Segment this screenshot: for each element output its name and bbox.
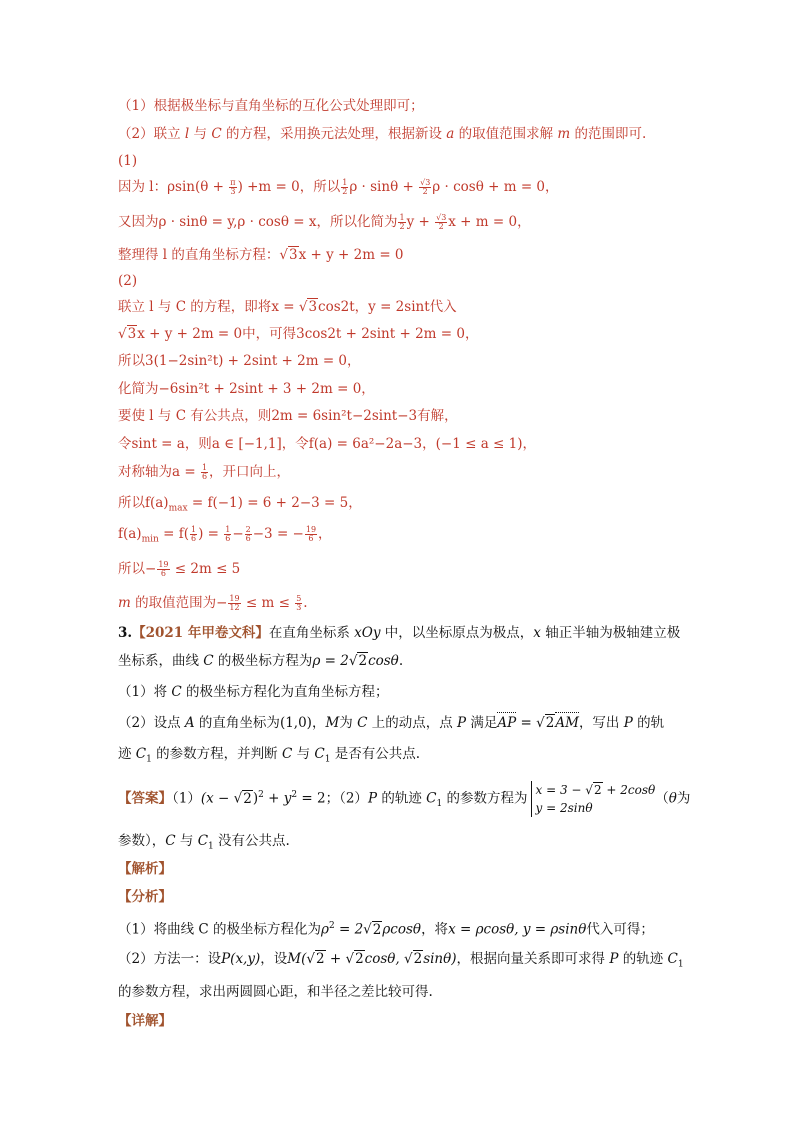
text: 与: [175, 833, 198, 849]
text: .: [303, 595, 308, 611]
text: 3(1−2sin²t) + 2sint + 2m = 0，: [145, 353, 361, 369]
numerator: 1: [201, 463, 208, 472]
fraction: [295, 595, 302, 612]
answer-line1: 【答案】$(1)(x - √2)^2 + y^2 = 2$；（2）P 的轨迹 $C_1$ 的参数方程为 x = 3 − √2 + 2cosθ y = 2sinθ （θ为: [118, 783, 691, 815]
text: 没有公共点.: [213, 833, 290, 849]
var-a: a: [446, 126, 455, 142]
text: 为: [339, 715, 358, 731]
text: 对称轴为: [118, 464, 172, 480]
text: −: [145, 561, 157, 577]
numerator: 1: [399, 213, 405, 222]
text: ，根据向量关系即可求得: [456, 951, 610, 967]
numerator: 1: [225, 525, 231, 534]
text: cos2t，y = 2sint: [318, 299, 430, 315]
numerator: 1: [190, 525, 197, 534]
text: ；（2）: [325, 790, 368, 807]
math: + 2cosθ: [602, 783, 656, 797]
solution-part2-line7: [118, 463, 290, 481]
solution-part1-line1: [118, 178, 559, 196]
subscript: max: [168, 503, 188, 514]
text: 整理得 l 的直角坐标方程：: [118, 247, 280, 263]
solution-part2-line10: [118, 560, 240, 578]
text: 的极坐标方程化为直角坐标方程；: [181, 684, 389, 700]
text: 的范围即可.: [570, 126, 647, 142]
text: 代入: [429, 299, 457, 315]
radicand: 2: [413, 951, 423, 967]
text: sint = a: [131, 436, 185, 452]
denominator: 12: [229, 603, 240, 612]
text: 的取值范围求解: [454, 126, 558, 142]
text: −3 = −: [252, 526, 304, 542]
system-row-2: y = 2sinθ: [535, 801, 593, 815]
problem-number: 3.: [118, 625, 133, 641]
text: 的方程，采用换元法处理，根据新设: [221, 126, 447, 142]
text: 的参数方程，求出两圆圆心距，和半径之差比较可得.: [118, 984, 433, 1000]
radicand: 3: [127, 326, 137, 342]
var: P: [609, 951, 619, 967]
text: 中，以坐标原点为极点，: [380, 625, 534, 641]
math: ρcosθ: [382, 921, 422, 938]
var: C: [197, 833, 209, 849]
var: M: [325, 715, 340, 731]
var: C: [135, 746, 147, 762]
radicand: 2: [243, 790, 252, 807]
text: 为: [676, 790, 691, 807]
text: −: [216, 595, 228, 611]
text: ，令: [281, 436, 309, 452]
fraction: [419, 179, 431, 196]
numerator: 5: [296, 594, 302, 603]
problem3-q2: （2）设点 A 的直角坐标为(1,0)，M为 C 上的动点，点 P 满足AP = √2AM，写出 P 的轨: [118, 715, 665, 731]
label: (2): [118, 273, 138, 289]
heading-text: 【分析】: [118, 889, 172, 905]
fraction: [224, 526, 231, 543]
text: 化简为: [118, 381, 159, 397]
math: = 2: [297, 790, 326, 807]
text: 的参数方程为: [442, 790, 528, 807]
text: 的直角坐标为: [194, 715, 280, 731]
var: θ: [668, 790, 677, 807]
math: sinθ): [423, 951, 457, 967]
problem3-q2-cont: [118, 745, 420, 769]
text: f(a): [118, 526, 142, 542]
text: .: [398, 653, 404, 669]
radicand: 2: [355, 951, 364, 967]
fraction: [341, 179, 348, 196]
xiangjie-heading: [118, 1012, 172, 1030]
text: 坐标系，曲线: [118, 653, 204, 669]
text: 与: [292, 746, 315, 762]
text: 所以: [118, 353, 145, 369]
text: a =: [172, 464, 200, 480]
subscript: min: [141, 534, 159, 545]
text: = f(−1) = 6 + 2−3 = 5，: [187, 495, 362, 511]
text: 所以: [118, 561, 145, 577]
denominator: 6: [160, 569, 166, 578]
text: −: [232, 526, 244, 542]
text: （: [655, 790, 669, 807]
text: 在直角坐标系: [268, 625, 355, 641]
numerator: 2: [245, 525, 251, 534]
solution-part2-line11: [118, 594, 308, 612]
text: ，: [311, 715, 326, 731]
solution-part2-line5: [118, 407, 458, 425]
text: ≤ m ≤: [241, 595, 295, 611]
text: =: [516, 715, 537, 731]
equation-system: [531, 781, 656, 817]
text: 有解，: [417, 408, 458, 424]
denominator: 6: [245, 534, 251, 543]
fraction: [245, 526, 252, 543]
text: 3cos2t + 2sint + 2m = 0，: [296, 326, 479, 342]
text: 令: [118, 436, 132, 452]
text: ，开口向上，: [209, 464, 291, 480]
solution-part2-line4: [118, 380, 375, 398]
radicand: 2: [372, 921, 382, 938]
fraction: [157, 561, 169, 578]
text: f(a) = 6a²−2a−3: [308, 436, 423, 452]
fenxi-line3: [118, 983, 433, 1001]
text: 的轨迹: [377, 790, 427, 807]
solution-part2-label: [118, 272, 137, 290]
radicand: 2: [593, 783, 602, 797]
answer-tag: 【答案】: [118, 790, 172, 807]
var: C: [667, 951, 678, 967]
superscript: 2: [328, 921, 335, 931]
math: M(: [287, 951, 307, 967]
subscript: 1: [677, 959, 684, 970]
var-m: m: [557, 126, 571, 142]
analysis-step-2: [118, 125, 646, 143]
denominator: 6: [308, 534, 314, 543]
var: C: [203, 653, 214, 669]
subscript: 1: [146, 754, 152, 765]
text: （2）方法一：设: [118, 951, 222, 967]
text: ρ · sinθ +: [349, 179, 419, 195]
numerator: 19: [229, 594, 240, 603]
var: C: [171, 684, 182, 700]
solution-part2-line9: [118, 525, 332, 549]
math: (x −: [200, 790, 234, 807]
solution-part1-label: [118, 152, 137, 170]
denominator: 2: [342, 187, 348, 196]
text: 迹: [118, 746, 136, 762]
math: + y: [263, 790, 292, 807]
text: ，将: [421, 921, 449, 938]
text: （1）: [172, 790, 201, 807]
system-row-1: x = 3 − √2 + 2cosθ: [535, 783, 656, 797]
var-l: l: [184, 126, 190, 142]
math: ρ: [321, 921, 329, 938]
text: 中，可得: [242, 326, 297, 342]
text: 因为 l：ρsin: [118, 179, 195, 195]
numerator: 19: [305, 525, 317, 534]
subscript: 1: [436, 799, 443, 810]
text: 所以: [118, 495, 145, 511]
text: a ∈ [−1,1]: [211, 436, 282, 452]
denominator: 6: [225, 534, 231, 543]
solution-part2-line3: [118, 352, 361, 370]
var: C: [165, 833, 176, 849]
radicand: 3: [289, 247, 298, 263]
var: x: [533, 625, 541, 641]
denominator: 6: [201, 472, 208, 481]
var-c: C: [211, 126, 222, 142]
fraction: [228, 595, 240, 612]
fenxi-heading: [118, 888, 172, 906]
text: 的轨迹: [618, 951, 668, 967]
solution-part2-line1: 联立 l 与 C 的方程，即将x = √3cos2t，y = 2sint代入: [118, 299, 457, 315]
text: ，设: [260, 951, 288, 967]
numerator: 19: [158, 560, 169, 569]
denominator: 2: [438, 222, 444, 231]
var: C: [426, 790, 437, 807]
math: cosθ: [368, 653, 399, 669]
text: 代入可得；: [586, 921, 654, 938]
math: = 2: [334, 921, 364, 938]
problem3-line2: 坐标系，曲线 C 的极坐标方程为ρ = 2√2cosθ.: [118, 653, 404, 669]
math: cosθ,: [364, 951, 404, 967]
text: ，: [318, 526, 332, 542]
superscript: 2: [291, 790, 298, 800]
text: 轴正半轴为极轴建立极: [540, 625, 681, 641]
var: C: [357, 715, 368, 731]
var: P: [623, 715, 633, 731]
text: = f(: [158, 526, 189, 542]
text: 满足: [466, 715, 498, 731]
text: f(a): [145, 495, 169, 511]
denominator: 2: [422, 187, 428, 196]
vector-ap: AP: [497, 715, 517, 731]
numerator: 1: [342, 178, 348, 187]
problem3-line1: [118, 624, 680, 642]
fraction: [435, 214, 447, 231]
radicand: 3: [308, 299, 318, 315]
text: 又因为ρ · sinθ = y,ρ · cosθ = x，所以化简为: [118, 214, 398, 230]
numerator: π: [230, 178, 236, 187]
text: x + y + 2m = 0: [298, 247, 404, 263]
text: (−1 ≤ a ≤ 1): [435, 436, 523, 452]
var: A: [184, 715, 195, 731]
superscript: 2: [258, 790, 264, 800]
math: x = 3 −: [535, 783, 586, 797]
analysis-step-1: [118, 97, 424, 115]
denominator: 6: [190, 534, 197, 543]
var: P: [457, 715, 467, 731]
var: xOy: [354, 625, 381, 641]
text: 是否有公共点.: [330, 746, 421, 762]
text: ，则: [184, 436, 212, 452]
heading-text: 【解析】: [118, 861, 172, 877]
text: x =: [271, 299, 299, 315]
radicand: 2: [545, 715, 555, 731]
text: 2m = 6sin²t−2sint−3: [271, 408, 418, 424]
var: C: [281, 746, 293, 762]
denominator: 2: [399, 222, 405, 231]
text: ρ · cosθ + m = 0，: [432, 179, 559, 195]
solution-part1-line3: 整理得 l 的直角坐标方程：√3x + y + 2m = 0: [118, 247, 404, 263]
numerator: √3: [420, 178, 431, 187]
text: （2）设点: [118, 715, 185, 731]
numerator: √3: [436, 213, 447, 222]
text: （2）联立: [118, 126, 185, 142]
text: x + y + 2m = 0: [137, 326, 243, 342]
text: (θ +: [195, 179, 229, 195]
radicand: 2: [315, 951, 325, 967]
problem3-q1: [118, 683, 389, 701]
text: （1）将曲线 C 的极坐标方程化为: [118, 921, 322, 938]
text: y +: [406, 214, 435, 230]
math: ρ = 2: [312, 653, 349, 669]
text: 联立 l 与 C 的方程，即将: [118, 299, 272, 315]
text: −6sin²t + 2sint + 3 + 2m = 0，: [158, 381, 375, 397]
jiexi-heading: [118, 860, 172, 878]
math: x = ρcosθ, y = ρsinθ: [448, 921, 587, 938]
fraction: [229, 179, 236, 196]
step-text: （1）根据极坐标与直角坐标的互化公式处理即可；: [118, 98, 424, 114]
math: (1,0): [279, 715, 312, 731]
var-m: m: [118, 595, 131, 611]
fraction: [201, 464, 208, 481]
heading-text: 【详解】: [118, 1013, 172, 1029]
text: ≤ 2m ≤ 5: [170, 561, 241, 577]
var: P: [367, 790, 378, 807]
fraction: [398, 214, 405, 231]
label: (1): [118, 153, 138, 169]
problem-source: 【2021 年甲卷文科】: [132, 625, 269, 641]
math: P(x,y): [221, 951, 261, 967]
math: ): [252, 790, 259, 807]
solution-part2-line2: √3x + y + 2m = 0中，可得3cos2t + 2sint + 2m = 0，: [118, 326, 479, 342]
var: C: [314, 746, 325, 762]
text: （1）将: [118, 684, 172, 700]
denominator: 3: [230, 187, 236, 196]
fenxi-line2: （2）方法一：设P(x,y)，设M(√2 + √2cosθ, √2sinθ)，根据向量关系即可求得 P 的轨迹 $C_1$: [118, 951, 684, 970]
math: +: [325, 951, 346, 967]
text: 的参数方程，并判断: [151, 746, 282, 762]
subscript: 1: [324, 754, 331, 765]
text: 与: [189, 126, 212, 142]
text: ) =: [198, 526, 224, 542]
solution-part1-line2: [118, 213, 531, 231]
fenxi-line1: （1）将曲线 C 的极坐标方程化为$\rho^2 = 2√2\rho\cos\theta$，将x = ρcosθ, y = ρsinθ代入可得；: [118, 921, 654, 938]
subscript: 1: [208, 841, 214, 852]
text: 的轨: [632, 715, 665, 731]
fraction: [190, 526, 197, 543]
text: ，: [422, 436, 436, 452]
denominator: 3: [296, 603, 302, 612]
text: 上的动点，点: [367, 715, 458, 731]
solution-part2-line6: [118, 435, 536, 453]
vector-am: AM: [555, 715, 579, 731]
text: 的取值范围为: [130, 595, 217, 611]
text: 要使 l 与 C 有公共点，则: [118, 408, 272, 424]
text: 参数），: [118, 833, 166, 849]
radicand: 2: [358, 653, 368, 669]
text: 的极坐标方程为: [213, 653, 313, 669]
solution-part2-line8: [118, 494, 362, 518]
fraction: [305, 526, 317, 543]
answer-line2: [118, 832, 290, 856]
text: ) +m = 0，所以: [237, 179, 341, 195]
text: x + m = 0，: [448, 214, 531, 230]
text: ，: [522, 436, 537, 452]
text: ，写出: [578, 715, 624, 731]
